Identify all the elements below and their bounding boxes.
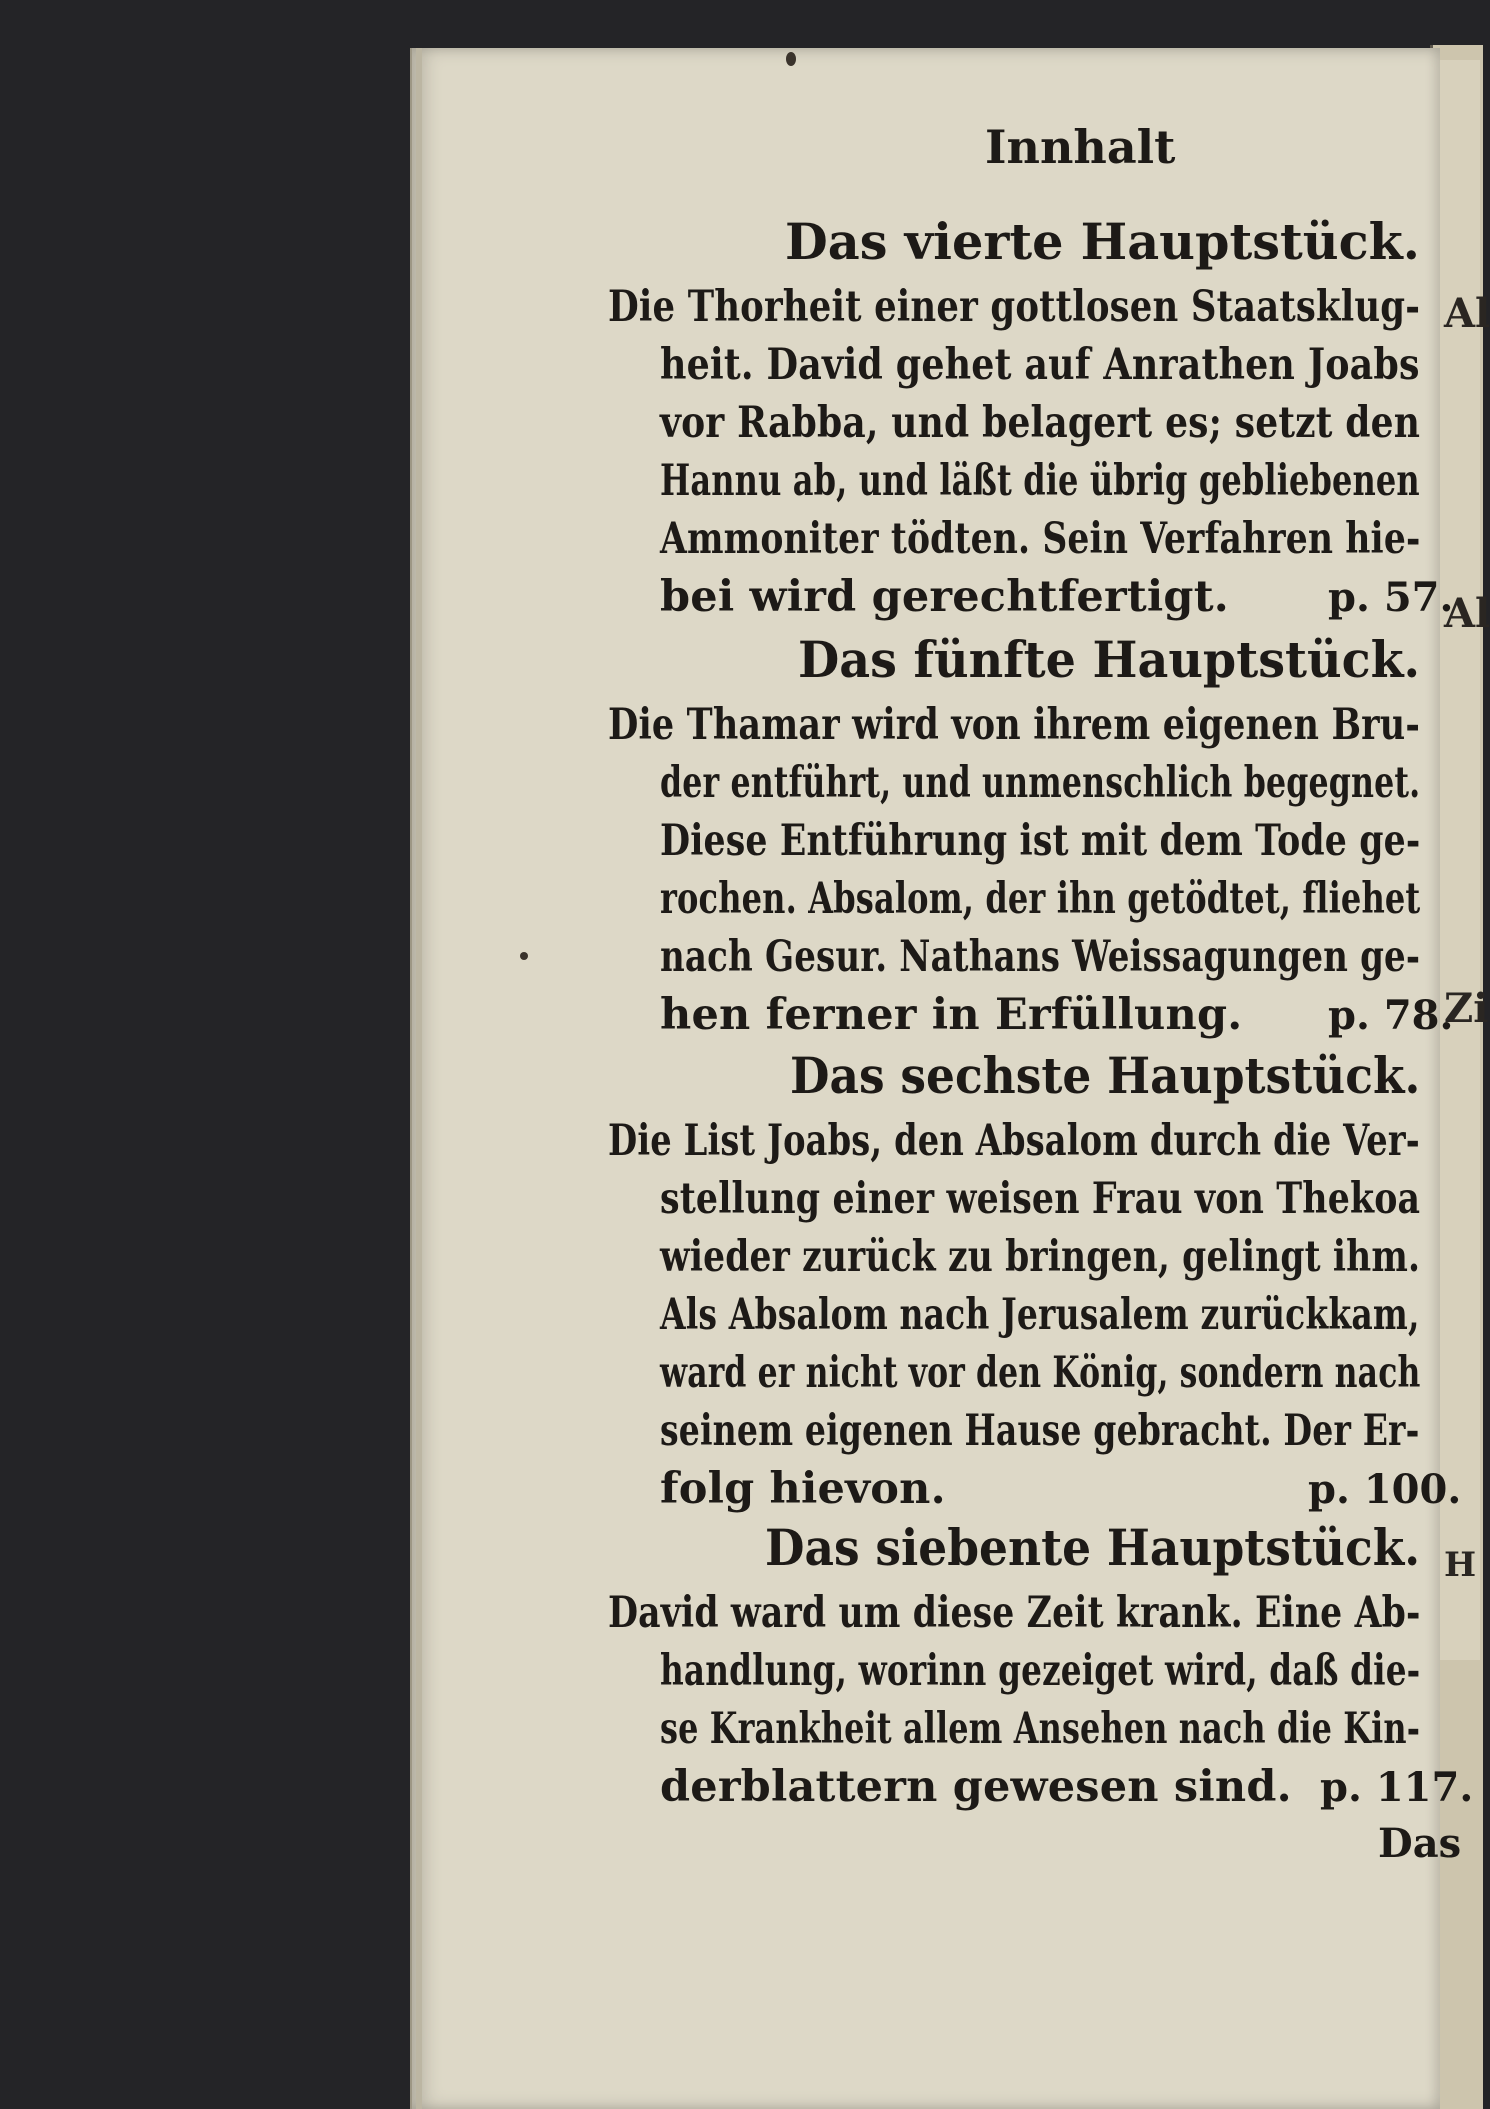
- chapter-4-line-3: vor Rabba, und belagert es; setzt den: [660, 398, 1421, 448]
- chapter-4-heading: Das vierte Hauptstück.: [785, 212, 1420, 271]
- chapter-7-line-2: handlung, worinn gezeiget wird, daß die-: [660, 1646, 1421, 1696]
- running-header: Innhalt: [985, 120, 1176, 174]
- chapter-7-line-1: David ward um diese Zeit krank. Eine Ab-: [608, 1588, 1421, 1638]
- chapter-5-line-6: hen ferner in Erfüllung.: [660, 990, 1243, 1040]
- ink-speck: [520, 952, 528, 960]
- chapter-7-heading: Das siebente Hauptstück.: [765, 1518, 1421, 1577]
- peek-text-4: H: [1444, 1545, 1477, 1585]
- chapter-4-line-4: Hannu ab, und läßt die übrig gebliebenen: [660, 456, 1420, 506]
- chapter-4-line-6: bei wird gerechtfertigt.: [660, 572, 1229, 622]
- chapter-6-line-3: wieder zurück zu bringen, gelingt ihm.: [660, 1232, 1421, 1282]
- chapter-6-line-1: Die List Joabs, den Absalom durch die Ver-: [608, 1116, 1420, 1166]
- chapter-4-line-5: Ammoniter tödten. Sein Verfahren hie-: [660, 514, 1421, 564]
- peek-text-1: Al: [1444, 290, 1490, 337]
- chapter-7-line-4: derblattern gewesen sind.: [660, 1762, 1292, 1812]
- chapter-6-page-ref: p. 100.: [1308, 1466, 1462, 1513]
- chapter-7-page-ref: p. 117.: [1320, 1764, 1474, 1811]
- chapter-4-line-2: heit. David gehet auf Anrathen Joabs: [660, 340, 1420, 390]
- chapter-5-line-2: der entführt, und unmenschlich begegnet.: [660, 758, 1421, 808]
- chapter-6-line-4: Als Absalom nach Jerusalem zurückkam,: [660, 1290, 1420, 1340]
- chapter-5-heading: Das fünfte Hauptstück.: [798, 630, 1421, 689]
- chapter-4-line-1: Die Thorheit einer gottlosen Staatsklug-: [608, 282, 1421, 332]
- chapter-5-line-1: Die Thamar wird von ihrem eigenen Bru-: [608, 700, 1420, 750]
- chapter-5-line-3: Diese Entführung ist mit dem Tode ge-: [660, 816, 1421, 866]
- chapter-5-page-ref: p. 78.: [1328, 992, 1454, 1039]
- chapter-5-line-5: nach Gesur. Nathans Weissagungen ge-: [660, 932, 1421, 982]
- chapter-6-line-5: ward er nicht vor den König, sondern nach: [660, 1348, 1421, 1398]
- chapter-4-page-ref: p. 57.: [1328, 574, 1454, 621]
- chapter-6-line-2: stellung einer weisen Frau von Thekoa: [660, 1174, 1421, 1224]
- peek-text-2: Al: [1444, 590, 1490, 637]
- chapter-5-line-4: rochen. Absalom, der ihn getödtet, fliehet: [660, 874, 1421, 924]
- peek-text-3: Zi: [1444, 985, 1489, 1032]
- catchword: Das: [1378, 1820, 1462, 1867]
- chapter-6-heading: Das sechste Hauptstück.: [790, 1046, 1421, 1105]
- chapter-6-line-6: seinem eigenen Hause gebracht. Der Er-: [660, 1406, 1420, 1456]
- chapter-7-line-3: se Krankheit allem Ansehen nach die Kin-: [660, 1704, 1421, 1754]
- ink-speck: [786, 52, 796, 66]
- chapter-6-line-7: folg hievon.: [660, 1464, 946, 1514]
